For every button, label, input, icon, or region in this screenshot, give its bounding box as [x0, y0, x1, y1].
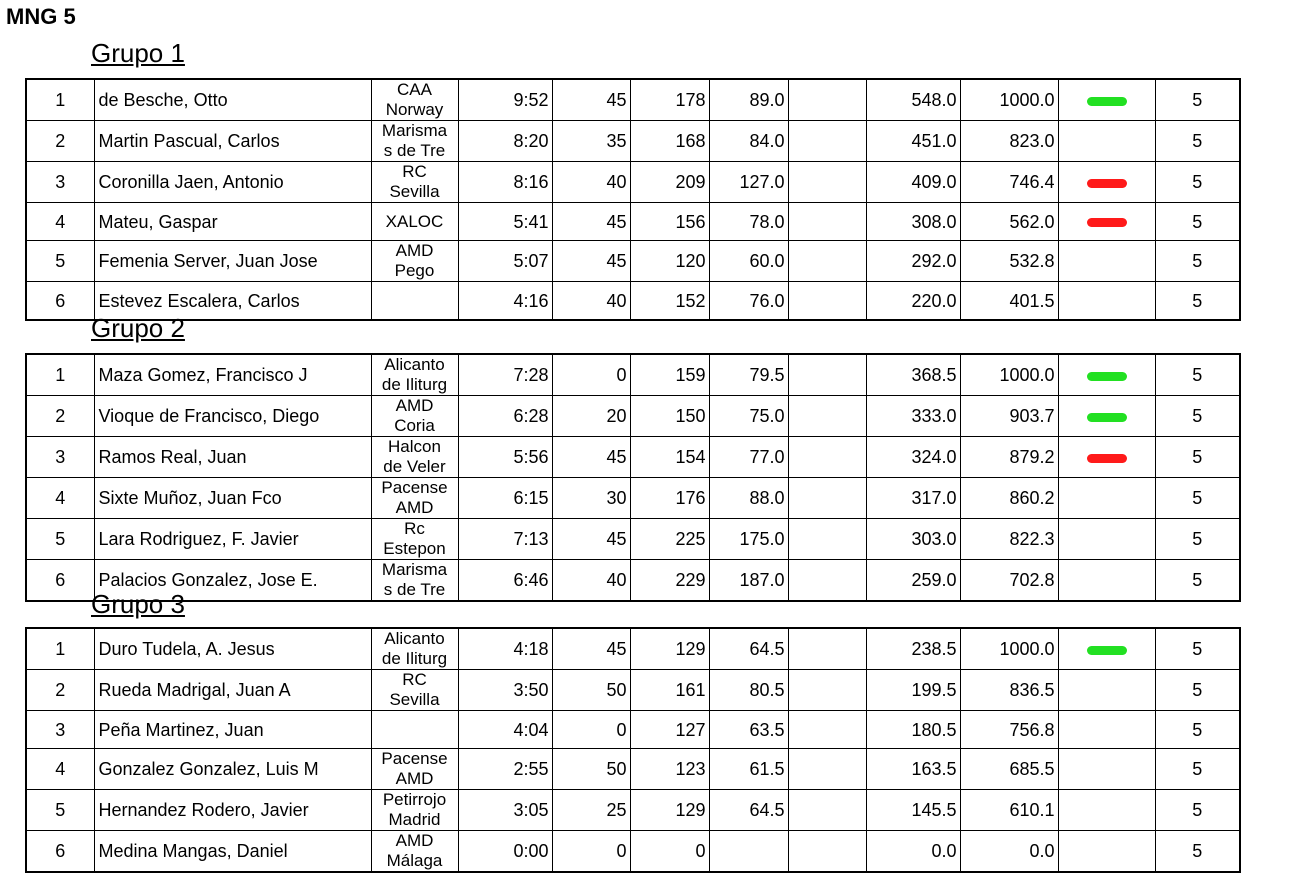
score-cell: 1000.0 [960, 354, 1058, 396]
score-cell: 0.0 [960, 831, 1058, 873]
club-line: Marisma [381, 560, 448, 579]
club-cell [371, 831, 458, 873]
value-cell: 238.5 [866, 628, 960, 670]
value-cell: 156 [630, 203, 709, 241]
score-cell: 562.0 [960, 203, 1058, 241]
club-line: Málaga [386, 851, 443, 870]
time-cell: 7:13 [458, 519, 552, 560]
value-cell [788, 628, 866, 670]
time-cell: 5:56 [458, 437, 552, 478]
club-line: RC [402, 162, 427, 181]
value-cell [788, 478, 866, 519]
value-cell [788, 396, 866, 437]
value-cell: 123 [630, 749, 709, 790]
time-cell: 7:28 [458, 354, 552, 396]
table-row [26, 560, 1293, 602]
round-count-cell: 5 [1155, 396, 1240, 437]
score-cell: 822.3 [960, 519, 1058, 560]
club-cell [371, 282, 458, 321]
highlight-cell [1058, 670, 1155, 711]
highlight-cell [1058, 790, 1155, 831]
value-cell: 75.0 [709, 396, 788, 437]
competitor-name: Ramos Real, Juan [94, 437, 371, 478]
table-row [26, 437, 1293, 478]
value-cell: 161 [630, 670, 709, 711]
value-cell: 61.5 [709, 749, 788, 790]
score-cell: 879.2 [960, 437, 1058, 478]
highlight-cell [1058, 162, 1155, 203]
table-row [26, 354, 1293, 396]
value-cell [709, 831, 788, 873]
value-cell: 0 [552, 354, 630, 396]
round-count-cell: 5 [1155, 79, 1240, 121]
value-cell: 89.0 [709, 79, 788, 121]
highlight-cell [1058, 831, 1155, 873]
group-2-heading: Grupo 2 [91, 313, 185, 343]
highlight-cell [1058, 121, 1155, 162]
position-cell: 5 [26, 790, 94, 831]
round-count-cell: 5 [1155, 203, 1240, 241]
club-line: Marisma [381, 121, 448, 140]
club-line: RC [402, 670, 427, 689]
value-cell [788, 354, 866, 396]
round-count-cell: 5 [1155, 478, 1240, 519]
position-cell: 3 [26, 711, 94, 749]
round-count-cell: 5 [1155, 241, 1240, 282]
club-cell [371, 121, 458, 162]
club-cell [371, 437, 458, 478]
value-cell: 129 [630, 790, 709, 831]
club-line: AMD [395, 241, 434, 260]
club-cell [371, 396, 458, 437]
club-line: Madrid [388, 810, 441, 829]
time-cell: 5:07 [458, 241, 552, 282]
club-line: s de Tre [383, 141, 446, 160]
position-cell: 5 [26, 519, 94, 560]
value-cell: 60.0 [709, 241, 788, 282]
club-line: AMD [395, 831, 434, 850]
club-line: Rc [404, 519, 425, 538]
value-cell: 187.0 [709, 560, 788, 602]
table-row [26, 203, 1293, 241]
club-line: Alicanto [384, 355, 445, 374]
competitor-name: Hernandez Rodero, Javier [94, 790, 371, 831]
position-cell: 4 [26, 478, 94, 519]
club-cell [371, 241, 458, 282]
value-cell: 220.0 [866, 282, 960, 321]
value-cell: 25 [552, 790, 630, 831]
position-cell: 2 [26, 121, 94, 162]
highlight-cell [1058, 437, 1155, 478]
highlight-cell [1058, 519, 1155, 560]
value-cell: 154 [630, 437, 709, 478]
score-cell: 685.5 [960, 749, 1058, 790]
value-cell: 129 [630, 628, 709, 670]
value-cell: 76.0 [709, 282, 788, 321]
value-cell: 163.5 [866, 749, 960, 790]
club-line: Estepon [383, 539, 446, 558]
value-cell: 84.0 [709, 121, 788, 162]
value-cell: 368.5 [866, 354, 960, 396]
position-cell: 4 [26, 749, 94, 790]
club-line: Alicanto [384, 629, 445, 648]
value-cell [788, 282, 866, 321]
club-line: XALOC [385, 211, 444, 231]
time-cell: 4:16 [458, 282, 552, 321]
page-title: MNG 5 [6, 4, 76, 29]
table-row [26, 478, 1293, 519]
round-count-cell: 5 [1155, 749, 1240, 790]
score-cell: 860.2 [960, 478, 1058, 519]
value-cell: 175.0 [709, 519, 788, 560]
club-line: Pacense [381, 749, 448, 768]
value-cell: 50 [552, 749, 630, 790]
score-cell: 401.5 [960, 282, 1058, 321]
green-highlight-mark [1087, 413, 1127, 422]
highlight-cell [1058, 749, 1155, 790]
value-cell: 45 [552, 203, 630, 241]
value-cell: 229 [630, 560, 709, 602]
competitor-name: Mateu, Gaspar [94, 203, 371, 241]
highlight-cell [1058, 354, 1155, 396]
value-cell: 209 [630, 162, 709, 203]
score-cell: 823.0 [960, 121, 1058, 162]
value-cell: 308.0 [866, 203, 960, 241]
club-line: AMD [395, 498, 434, 517]
competitor-name: Rueda Madrigal, Juan A [94, 670, 371, 711]
table-row [26, 121, 1293, 162]
position-cell: 1 [26, 79, 94, 121]
group-1-heading: Grupo 1 [91, 38, 185, 68]
value-cell: 0 [630, 831, 709, 873]
score-cell: 610.1 [960, 790, 1058, 831]
position-cell: 5 [26, 241, 94, 282]
value-cell: 159 [630, 354, 709, 396]
value-cell [788, 790, 866, 831]
round-count-cell: 5 [1155, 790, 1240, 831]
red-highlight-mark [1087, 179, 1127, 188]
value-cell: 40 [552, 560, 630, 602]
club-line: de Veler [383, 457, 446, 476]
value-cell: 45 [552, 437, 630, 478]
club-line: Pego [394, 261, 435, 280]
club-line: Pacense [381, 478, 448, 497]
red-highlight-mark [1087, 454, 1127, 463]
club-cell [371, 711, 458, 749]
value-cell: 20 [552, 396, 630, 437]
round-count-cell: 5 [1155, 121, 1240, 162]
position-cell: 4 [26, 203, 94, 241]
value-cell: 80.5 [709, 670, 788, 711]
club-line: AMD [395, 769, 434, 788]
round-count-cell: 5 [1155, 711, 1240, 749]
competitor-name: Gonzalez Gonzalez, Luis M [94, 749, 371, 790]
value-cell [788, 560, 866, 602]
value-cell: 145.5 [866, 790, 960, 831]
club-line: Halcon [388, 437, 441, 456]
club-cell [371, 354, 458, 396]
position-cell: 2 [26, 396, 94, 437]
competitor-name: Medina Mangas, Daniel [94, 831, 371, 873]
table-row [26, 282, 1293, 321]
highlight-cell [1058, 79, 1155, 121]
value-cell [788, 519, 866, 560]
table-row [26, 749, 1293, 790]
time-cell: 6:46 [458, 560, 552, 602]
table-row [26, 670, 1293, 711]
round-count-cell: 5 [1155, 282, 1240, 321]
competitor-name: Coronilla Jaen, Antonio [94, 162, 371, 203]
value-cell [788, 241, 866, 282]
score-cell: 903.7 [960, 396, 1058, 437]
table-row [26, 162, 1293, 203]
competitor-name: Duro Tudela, A. Jesus [94, 628, 371, 670]
club-cell [371, 519, 458, 560]
highlight-cell [1058, 628, 1155, 670]
club-cell [371, 560, 458, 602]
time-cell: 2:55 [458, 749, 552, 790]
round-count-cell: 5 [1155, 162, 1240, 203]
score-cell: 746.4 [960, 162, 1058, 203]
position-cell: 6 [26, 282, 94, 321]
green-highlight-mark [1087, 97, 1127, 106]
value-cell: 0.0 [866, 831, 960, 873]
table-row [26, 628, 1293, 670]
table-row [26, 831, 1293, 873]
value-cell: 178 [630, 79, 709, 121]
position-cell: 3 [26, 162, 94, 203]
round-count-cell: 5 [1155, 519, 1240, 560]
time-cell: 8:20 [458, 121, 552, 162]
value-cell: 79.5 [709, 354, 788, 396]
green-highlight-mark [1087, 372, 1127, 381]
group-3-table [25, 627, 1294, 873]
time-cell: 3:50 [458, 670, 552, 711]
club-line: Norway [385, 100, 444, 119]
value-cell: 324.0 [866, 437, 960, 478]
value-cell: 292.0 [866, 241, 960, 282]
highlight-cell [1058, 241, 1155, 282]
club-line: s de Tre [383, 580, 446, 599]
highlight-cell [1058, 711, 1155, 749]
score-cell: 532.8 [960, 241, 1058, 282]
value-cell: 120 [630, 241, 709, 282]
time-cell: 4:04 [458, 711, 552, 749]
competitor-name: Estevez Escalera, Carlos [94, 282, 371, 321]
group-2-table [25, 353, 1294, 602]
table-row [26, 241, 1293, 282]
value-cell: 150 [630, 396, 709, 437]
club-cell [371, 162, 458, 203]
value-cell: 333.0 [866, 396, 960, 437]
value-cell: 176 [630, 478, 709, 519]
time-cell: 0:00 [458, 831, 552, 873]
value-cell [788, 203, 866, 241]
value-cell: 127.0 [709, 162, 788, 203]
highlight-cell [1058, 478, 1155, 519]
club-line: Sevilla [389, 182, 440, 201]
club-cell [371, 749, 458, 790]
value-cell [788, 79, 866, 121]
value-cell: 152 [630, 282, 709, 321]
round-count-cell: 5 [1155, 670, 1240, 711]
value-cell: 40 [552, 282, 630, 321]
table-row [26, 519, 1293, 560]
value-cell: 63.5 [709, 711, 788, 749]
time-cell: 4:18 [458, 628, 552, 670]
club-line: Coria [394, 416, 435, 435]
table-row [26, 711, 1293, 749]
value-cell [788, 749, 866, 790]
club-cell [371, 478, 458, 519]
competitor-name: Peña Martinez, Juan [94, 711, 371, 749]
value-cell: 548.0 [866, 79, 960, 121]
value-cell [788, 437, 866, 478]
time-cell: 9:52 [458, 79, 552, 121]
competitor-name: de Besche, Otto [94, 79, 371, 121]
round-count-cell: 5 [1155, 437, 1240, 478]
time-cell: 6:15 [458, 478, 552, 519]
score-cell: 702.8 [960, 560, 1058, 602]
value-cell [788, 670, 866, 711]
score-cell: 836.5 [960, 670, 1058, 711]
value-cell: 45 [552, 519, 630, 560]
value-cell: 259.0 [866, 560, 960, 602]
value-cell: 40 [552, 162, 630, 203]
value-cell: 77.0 [709, 437, 788, 478]
club-line: Sevilla [389, 690, 440, 709]
position-cell: 1 [26, 628, 94, 670]
club-line: Petirrojo [382, 790, 447, 809]
club-line: de Iliturg [381, 375, 448, 394]
competitor-name: Palacios Gonzalez, Jose E. [94, 560, 371, 602]
competitor-name: Martin Pascual, Carlos [94, 121, 371, 162]
value-cell: 88.0 [709, 478, 788, 519]
highlight-cell [1058, 282, 1155, 321]
value-cell [788, 831, 866, 873]
club-cell [371, 670, 458, 711]
competitor-name: Lara Rodriguez, F. Javier [94, 519, 371, 560]
green-highlight-mark [1087, 646, 1127, 655]
value-cell: 64.5 [709, 628, 788, 670]
value-cell: 35 [552, 121, 630, 162]
group-1-table [25, 78, 1294, 321]
highlight-cell [1058, 203, 1155, 241]
round-count-cell: 5 [1155, 831, 1240, 873]
value-cell: 30 [552, 478, 630, 519]
score-cell: 1000.0 [960, 79, 1058, 121]
value-cell: 0 [552, 711, 630, 749]
value-cell: 50 [552, 670, 630, 711]
value-cell: 78.0 [709, 203, 788, 241]
red-highlight-mark [1087, 218, 1127, 227]
value-cell [788, 162, 866, 203]
time-cell: 3:05 [458, 790, 552, 831]
table-row [26, 396, 1293, 437]
competitor-name: Maza Gomez, Francisco J [94, 354, 371, 396]
round-count-cell: 5 [1155, 354, 1240, 396]
time-cell: 8:16 [458, 162, 552, 203]
value-cell: 0 [552, 831, 630, 873]
position-cell: 6 [26, 831, 94, 873]
club-cell [371, 203, 458, 241]
value-cell: 127 [630, 711, 709, 749]
value-cell: 199.5 [866, 670, 960, 711]
club-line: de Iliturg [381, 649, 448, 668]
club-cell [371, 79, 458, 121]
highlight-cell [1058, 560, 1155, 602]
value-cell: 409.0 [866, 162, 960, 203]
value-cell: 317.0 [866, 478, 960, 519]
club-cell [371, 628, 458, 670]
value-cell [788, 121, 866, 162]
highlight-cell [1058, 396, 1155, 437]
time-cell: 5:41 [458, 203, 552, 241]
club-line: CAA [397, 80, 432, 99]
club-cell [371, 790, 458, 831]
club-line: AMD [395, 396, 434, 415]
value-cell: 45 [552, 628, 630, 670]
group-3-heading: Grupo 3 [91, 589, 185, 619]
value-cell: 225 [630, 519, 709, 560]
round-count-cell: 5 [1155, 628, 1240, 670]
time-cell: 6:28 [458, 396, 552, 437]
score-cell: 756.8 [960, 711, 1058, 749]
value-cell: 451.0 [866, 121, 960, 162]
value-cell: 64.5 [709, 790, 788, 831]
value-cell: 45 [552, 241, 630, 282]
value-cell: 303.0 [866, 519, 960, 560]
value-cell: 168 [630, 121, 709, 162]
table-row [26, 79, 1293, 121]
competitor-name: Vioque de Francisco, Diego [94, 396, 371, 437]
value-cell: 180.5 [866, 711, 960, 749]
position-cell: 6 [26, 560, 94, 602]
value-cell [788, 711, 866, 749]
position-cell: 2 [26, 670, 94, 711]
position-cell: 1 [26, 354, 94, 396]
value-cell: 45 [552, 79, 630, 121]
round-count-cell: 5 [1155, 560, 1240, 602]
score-cell: 1000.0 [960, 628, 1058, 670]
table-row [26, 790, 1293, 831]
competitor-name: Sixte Muñoz, Juan Fco [94, 478, 371, 519]
position-cell: 3 [26, 437, 94, 478]
competitor-name: Femenia Server, Juan Jose [94, 241, 371, 282]
